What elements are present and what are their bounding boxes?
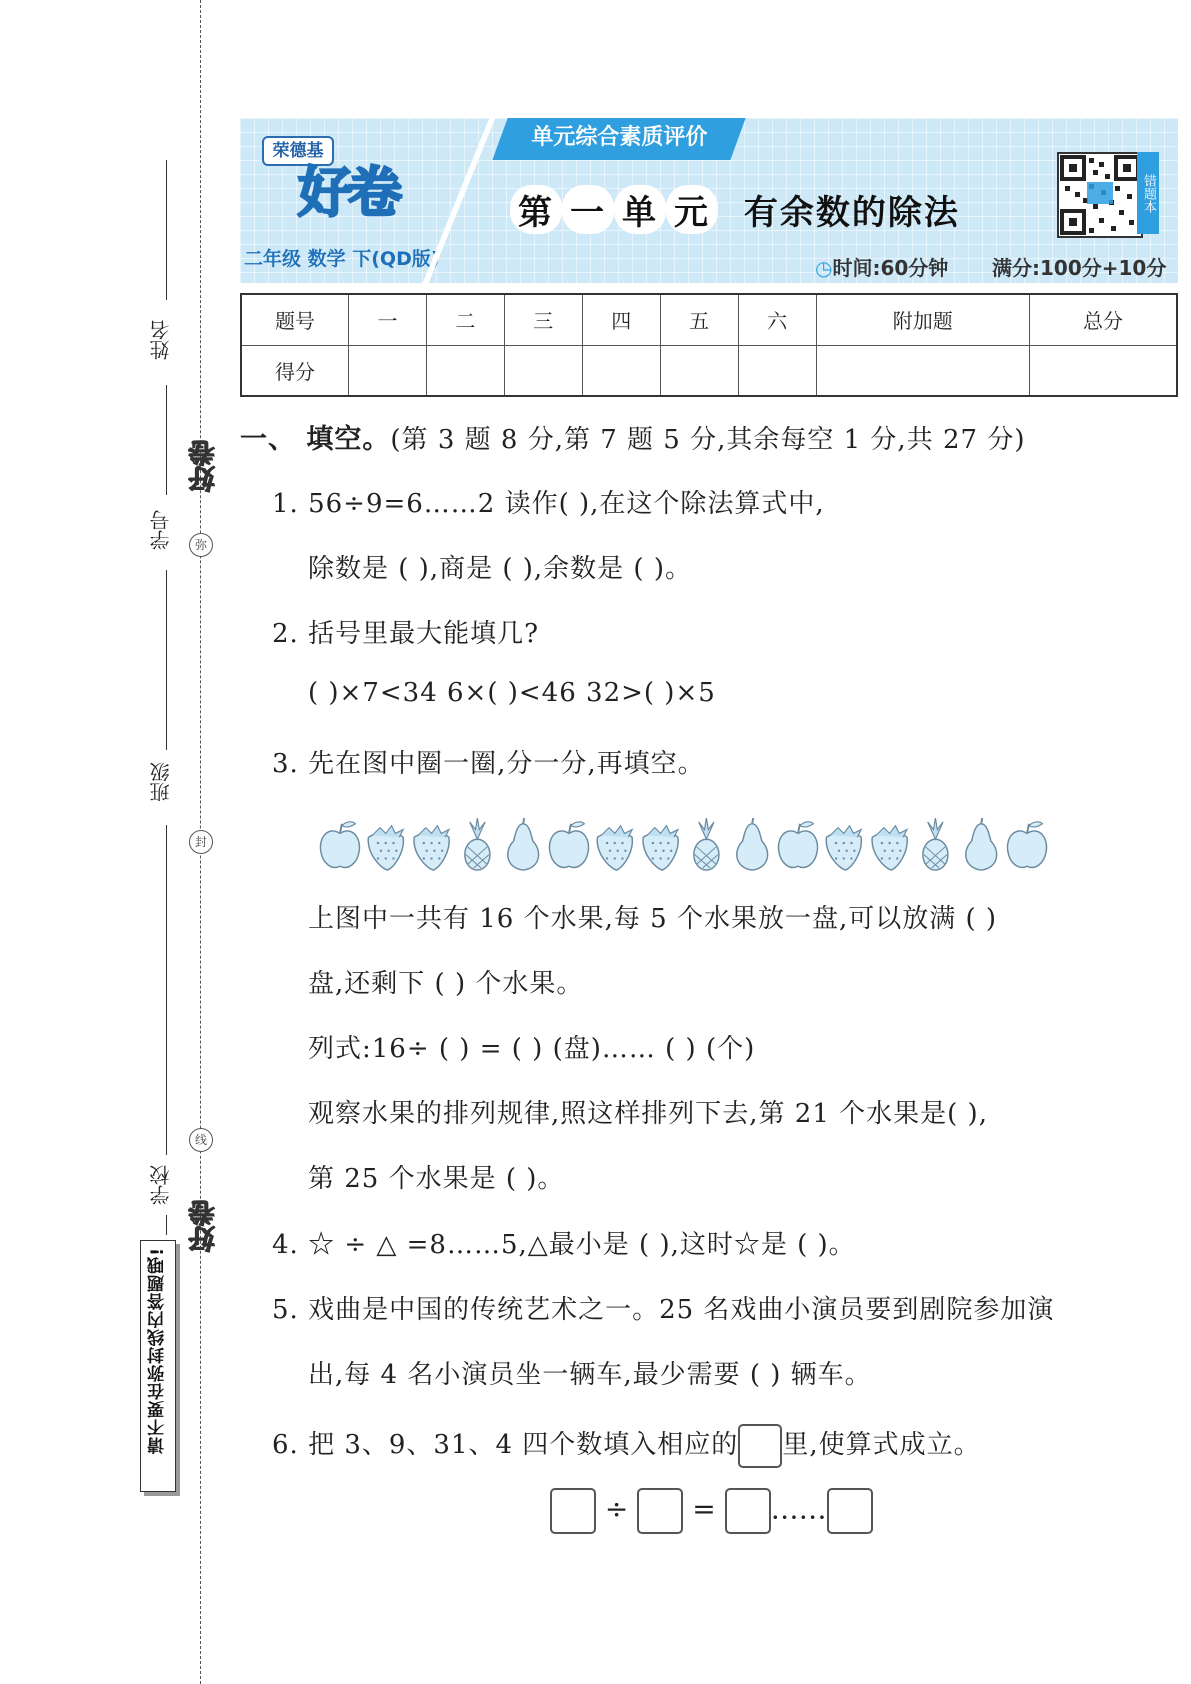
notice-box bbox=[140, 1240, 176, 1492]
unit-title bbox=[510, 185, 960, 234]
q3-line-2: 上图中一共有 16 个水果,每 5 个水果放一盘,可以放满 ( ) bbox=[308, 904, 998, 934]
strawberry-icon bbox=[597, 826, 632, 870]
apple-icon bbox=[320, 822, 359, 868]
score-cell[interactable] bbox=[738, 345, 816, 396]
dividend-box[interactable] bbox=[550, 1488, 596, 1534]
pear-icon bbox=[966, 818, 997, 870]
full-score: 满分:100分+10分 bbox=[992, 256, 1167, 280]
score-cell[interactable] bbox=[426, 345, 504, 396]
equals-sign: = bbox=[692, 1492, 716, 1526]
q4-line: 4. ☆ ÷ △ =8……5,△最小是 ( ),这时☆是 ( )。 bbox=[272, 1230, 856, 1260]
col-total: 总分 bbox=[1030, 294, 1178, 345]
score-cell[interactable] bbox=[582, 345, 660, 396]
q5-line-2: 出,每 4 名小演员坐一辆车,最少需要 ( ) 辆车。 bbox=[308, 1360, 872, 1390]
seal-feng: 封 bbox=[189, 830, 213, 854]
q5-line-1: 5. 戏曲是中国的传统艺术之一。25 名戏曲小演员要到剧院参加演 bbox=[272, 1295, 1055, 1325]
score-label: 得分 bbox=[241, 345, 349, 396]
col-1: 一 bbox=[349, 294, 427, 345]
time-text: 时间:60分钟 bbox=[832, 256, 949, 280]
student-id-label: 学号 bbox=[149, 510, 173, 550]
pineapple-icon bbox=[923, 818, 948, 870]
time-limit bbox=[815, 252, 948, 281]
q3-line-3: 盘,还剩下 ( ) 个水果。 bbox=[308, 969, 584, 999]
q6-prefix: 6. 把 3、9、31、4 四个数填入相应的 bbox=[272, 1430, 739, 1460]
pear-icon bbox=[508, 818, 539, 870]
section-1-title: 一、 填空。 bbox=[240, 424, 391, 455]
side-logo-bottom: 好卷 bbox=[189, 1200, 219, 1252]
q3-line-5: 观察水果的排列规律,照这样排列下去,第 21 个水果是( ), bbox=[308, 1099, 988, 1129]
pineapple-icon bbox=[694, 818, 719, 870]
answer-box bbox=[738, 1424, 782, 1468]
score-table bbox=[240, 293, 1178, 397]
apple-icon bbox=[1007, 822, 1046, 868]
strawberry-icon bbox=[643, 826, 678, 870]
question-number-label: 题号 bbox=[241, 294, 349, 345]
strawberry-icon bbox=[368, 826, 403, 870]
class-line bbox=[166, 570, 167, 750]
brand-logo: 好卷 bbox=[298, 161, 398, 224]
q2-line-2: ( )×7<34 6×( )<46 32>( )×5 bbox=[308, 678, 716, 708]
strawberry-icon bbox=[414, 826, 449, 870]
section-1-heading bbox=[240, 417, 1025, 456]
col-2: 二 bbox=[426, 294, 504, 345]
score-cell[interactable] bbox=[349, 345, 427, 396]
school-line bbox=[166, 825, 167, 1155]
evaluation-tag bbox=[492, 118, 745, 160]
col-4: 四 bbox=[582, 294, 660, 345]
mistake-book-label: 错题本 bbox=[1137, 152, 1159, 234]
score-table-header-row bbox=[241, 294, 1177, 345]
score-cell[interactable] bbox=[660, 345, 738, 396]
divide-sign: ÷ bbox=[604, 1492, 629, 1526]
remainder-box[interactable] bbox=[827, 1488, 873, 1534]
unit-prefix: 第 bbox=[510, 185, 562, 234]
q3-line-1: 3. 先在图中圈一圈,分一分,再填空。 bbox=[272, 749, 705, 779]
seal-xian: 线 bbox=[189, 1128, 213, 1152]
q6-suffix: 里,使算式成立。 bbox=[782, 1430, 981, 1460]
unit-word: 单 bbox=[614, 185, 666, 234]
student-id-line bbox=[166, 385, 167, 495]
remainder-dots: …… bbox=[770, 1492, 827, 1526]
q2-line-1: 2. 括号里最大能填几? bbox=[272, 619, 540, 649]
notice-text: 请不要在弥封线内答题哦! bbox=[148, 1247, 168, 1454]
school-label: 学校 bbox=[149, 1165, 173, 1205]
seal-mi: 弥 bbox=[189, 533, 213, 557]
apple-icon bbox=[549, 822, 588, 868]
col-6: 六 bbox=[738, 294, 816, 345]
q3-line-6: 第 25 个水果是 ( )。 bbox=[308, 1164, 565, 1194]
divisor-box[interactable] bbox=[637, 1488, 683, 1534]
qr-code-icon[interactable] bbox=[1057, 152, 1143, 238]
pineapple-icon bbox=[465, 818, 490, 870]
q6-line bbox=[272, 1424, 981, 1468]
class-label: 班级 bbox=[149, 762, 173, 802]
apple-icon bbox=[778, 822, 817, 868]
score-cell[interactable] bbox=[816, 345, 1029, 396]
q1-line-2: 除数是 ( ),商是 ( ),余数是 ( )。 bbox=[308, 554, 692, 584]
score-cell[interactable] bbox=[504, 345, 582, 396]
brand-label: 荣德基 bbox=[262, 136, 334, 166]
col-bonus: 附加题 bbox=[816, 294, 1029, 345]
side-logo-top: 好卷 bbox=[189, 440, 219, 492]
unit-name: 有余数的除法 bbox=[743, 193, 960, 233]
grade-label: 二年级 数学 下(QD版) bbox=[244, 248, 440, 270]
evaluation-tag-text: 单元综合素质评价 bbox=[531, 125, 708, 150]
name-label: 姓名 bbox=[149, 320, 173, 360]
unit-number: 一 bbox=[562, 185, 614, 234]
pear-icon bbox=[737, 818, 768, 870]
fruit-row bbox=[305, 818, 1075, 872]
col-5: 五 bbox=[660, 294, 738, 345]
col-3: 三 bbox=[504, 294, 582, 345]
school-line-end bbox=[166, 1215, 167, 1235]
unit-word2: 元 bbox=[666, 185, 718, 234]
q6-equation bbox=[550, 1488, 873, 1534]
name-line bbox=[166, 160, 167, 300]
strawberry-icon bbox=[872, 826, 907, 870]
q3-line-4: 列式:16÷ ( ) = ( ) (盘)…… ( ) (个) bbox=[308, 1034, 756, 1064]
quotient-box[interactable] bbox=[725, 1488, 771, 1534]
strawberry-icon bbox=[826, 826, 861, 870]
q1-line-1: 1. 56÷9=6……2 读作( ),在这个除法算式中, bbox=[272, 489, 825, 519]
clock-icon: ◷ bbox=[815, 256, 833, 280]
score-cell[interactable] bbox=[1030, 345, 1178, 396]
score-table-score-row bbox=[241, 345, 1177, 396]
section-1-note: (第 3 题 8 分,第 7 题 5 分,其余每空 1 分,共 27 分) bbox=[390, 425, 1026, 455]
